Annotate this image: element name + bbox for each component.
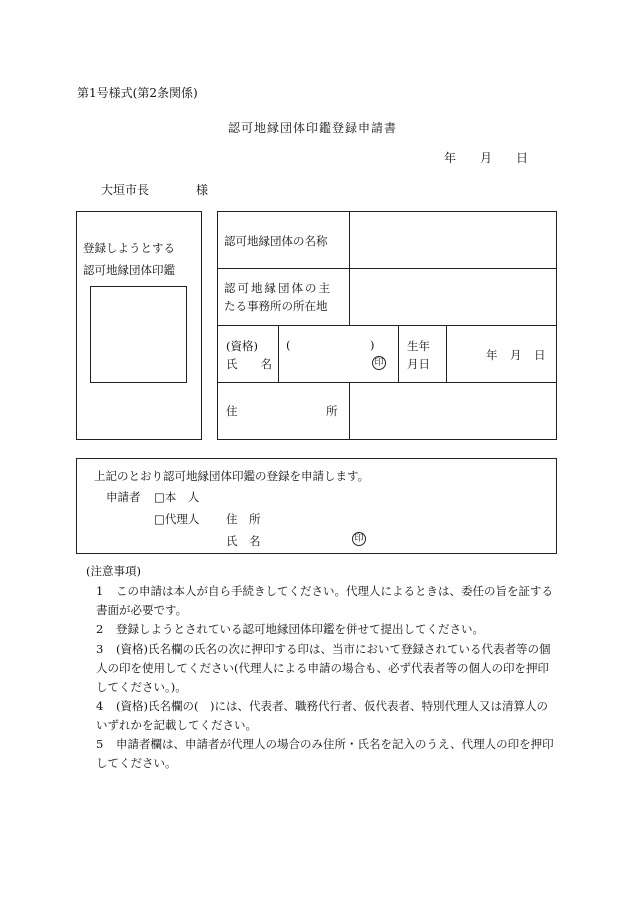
qualification-name-field[interactable]	[279, 326, 398, 382]
note-text: (資格)氏名欄の氏名の次に押印する印は、当市において登録されている代表者等の個人の印を使用してください(代理人による申請の場合も、必ず代表者等の個人の印を押印してください。)。	[96, 642, 551, 694]
note-number: 2	[96, 622, 104, 636]
seal-impression-area[interactable]	[90, 286, 187, 383]
applicant-agent-checkbox[interactable]: □代理人	[154, 512, 200, 526]
page-title: 認可地縁団体印鑑登録申請書	[228, 121, 398, 135]
qualification-label: (資格)	[226, 339, 258, 353]
address-field[interactable]	[350, 383, 556, 439]
note-text: この申請は本人が自ら手続きしてください。代理人によるときは、委任の旨を証する書面が必要です。	[96, 584, 553, 617]
office-label-line2: たる事務所の所在地	[224, 299, 328, 313]
note-number: 3	[96, 642, 104, 656]
date-year-label: 年	[444, 151, 457, 165]
org-name-label: 認可地縁団体の名称	[224, 234, 328, 248]
address-label-1: 住	[226, 404, 238, 418]
applicant-self-checkbox[interactable]: □本 人	[154, 490, 200, 504]
birth-date-field[interactable]	[447, 326, 556, 382]
note-item	[96, 582, 556, 620]
address-label-2: 所	[326, 404, 338, 418]
agent-address-label: 住 所	[226, 512, 261, 526]
note-text: (資格)氏名欄の( )には、代表者、職務代行者、仮代表者、特別代理人又は清算人のいずれかを記載してください。	[96, 699, 548, 732]
seal-box-label-line2: 認可地縁団体印鑑	[83, 263, 175, 277]
note-item	[96, 697, 556, 735]
birth-year-label: 年	[486, 348, 498, 362]
note-number: 4	[96, 699, 104, 713]
addressee-honorific: 様	[196, 183, 209, 197]
seal-box-label-line1: 登録しようとする	[83, 241, 175, 255]
office-address-field[interactable]	[350, 269, 556, 325]
form-number: 第1号様式(第2条関係)	[77, 86, 198, 100]
note-text: 申請者欄は、申請者が代理人の場合のみ住所・氏名を記入のうえ、代理人の印を押印してください。	[96, 737, 554, 770]
org-name-field[interactable]	[350, 212, 556, 268]
birth-label-line1: 生年	[407, 339, 430, 353]
note-item	[96, 620, 556, 639]
addressee: 大垣市長	[101, 183, 150, 197]
birth-day-label: 日	[534, 348, 546, 362]
name-seal-mark: 印	[372, 356, 386, 370]
note-number: 1	[96, 584, 104, 598]
birth-month-label: 月	[510, 348, 522, 362]
applicant-label: 申請者	[106, 490, 141, 504]
agent-name-label: 氏 名	[226, 534, 261, 548]
note-number: 5	[96, 737, 104, 751]
note-item	[96, 735, 556, 773]
qualification-paren-open: (	[286, 338, 291, 352]
birth-label-line2: 月日	[407, 357, 430, 371]
person-name-label: 氏 名	[226, 357, 272, 371]
note-item	[96, 640, 556, 697]
application-statement: 上記のとおり認可地縁団体印鑑の登録を申請します。	[94, 469, 370, 483]
office-label-line1: 認可地縁団体の主	[224, 281, 332, 295]
qualification-paren-close: )	[370, 338, 375, 352]
notes-heading: (注意事項)	[86, 564, 141, 578]
agent-seal-mark: 印	[352, 532, 366, 546]
note-text: 登録しようとされている認可地縁団体印鑑を併せて提出してください。	[116, 622, 484, 636]
date-month-label: 月	[480, 151, 493, 165]
date-day-label: 日	[516, 151, 529, 165]
